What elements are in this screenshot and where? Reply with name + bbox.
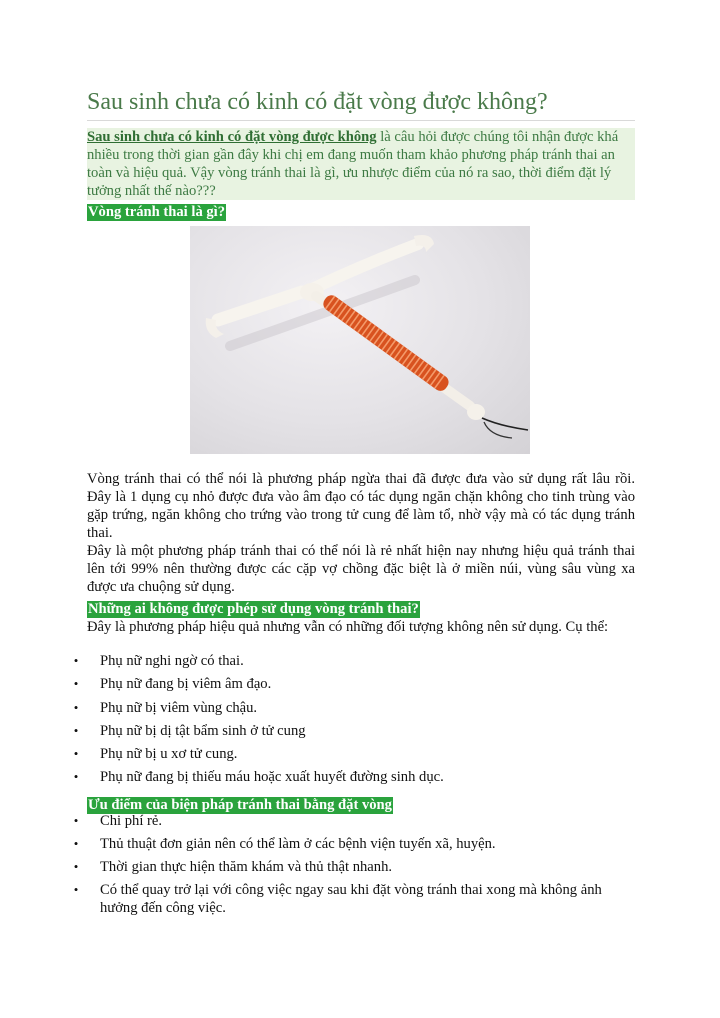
list-item: • Phụ nữ bị dị tật bẩm sinh ở tử cung [70,722,635,745]
section-heading-what-is-iud [87,203,226,221]
bullet-icon: • [73,676,79,692]
intro-text: là câu hỏi được chúng tôi nhận được khá nhiều trong thời gian gần đây khi chị em đang muốn tham khảo phương pháp tránh thai an toàn và hiệu quả. Vậy vòng tránh thai là gì, ưu nhược điểm của nó ra sao, thời điểm đặt lý tưởng nhất thế nào??? [87,129,619,199]
list-item: • Thủ thuật đơn giản nên có thể làm ở các bệnh viện tuyến xã, huyện. [70,835,635,853]
intro-paragraph [87,128,635,200]
bullet-icon: • [73,836,79,851]
section-heading-label: Những ai không được phép sử dụng vòng tránh thai? [88,601,419,617]
section-heading-contraindications [87,600,420,618]
section-heading-label: Ưu điểm của biện pháp tránh thai bằng đặt vòng [88,797,392,813]
iud-illustration [190,226,530,454]
intro-lead-link[interactable]: Sau sinh chưa có kinh có đặt vòng được không [87,129,377,145]
bullet-icon: • [73,722,79,738]
list-item: • Phụ nữ đang bị viêm âm đạo. [70,675,635,698]
bullet-icon: • [73,769,79,785]
iud-photo [190,226,530,454]
list-item: • Phụ nữ nghi ngờ có thai. [70,652,635,675]
bullet-icon: • [73,859,79,874]
copper-coil [321,293,452,394]
bullet-icon: • [73,699,79,715]
list-item: • Phụ nữ bị viêm vùng chậu. [70,699,635,722]
list-item: • Có thể quay trở lại với công việc ngay sau khi đặt vòng tránh thai xong mà không ảnh hưởng đến công việc. [70,881,635,917]
bullet-icon: • [73,813,79,828]
paragraph-contraindications-intro: Đây là phương pháp hiệu quả nhưng vẫn có những đối tượng không nên sử dụng. Cụ thể: [87,619,609,635]
contraindications-list [70,652,635,792]
iud-left-arm [218,292,302,320]
paragraph-effectiveness: Đây là một phương pháp tránh thai có thể nói là rẻ nhất hiện nay nhưng hiệu quả tránh thai lên tới 99% nên thường được các cặp vợ chồng đặc biệt là ở miền núi, vùng sâu vùng xa được ưa chuộng sử dụng. [87,543,635,595]
list-item: • Phụ nữ bị u xơ tử cung. [70,745,635,768]
paragraph-what-is-iud: Vòng tránh thai có thể nói là phương pháp ngừa thai đã được đưa vào sử dụng rất lâu rồi. Đây là 1 dụng cụ nhỏ được đưa vào âm đạo có tác dụng ngăn chặn không cho tinh trùng vào gặp trứng, ngăn không cho trứng vào trong tử cung để làm tổ, nhờ vậy mà có tác dụng tránh thai. [87,471,635,541]
list-item: • Phụ nữ đang bị thiếu máu hoặc xuất huyết đường sinh dục. [70,768,635,791]
bullet-icon: • [73,653,79,668]
bullet-icon: • [73,882,79,897]
title-divider [87,120,635,121]
list-item: • Chi phí rẻ. [70,812,635,830]
bullet-icon: • [73,746,79,762]
page-title: Sau sinh chưa có kinh có đặt vòng được không? [87,89,548,115]
section-heading-label: Vòng tránh thai là gì? [88,204,226,220]
list-item: • Thời gian thực hiện thăm khám và thủ thật nhanh. [70,858,635,876]
advantages-list [70,812,635,922]
